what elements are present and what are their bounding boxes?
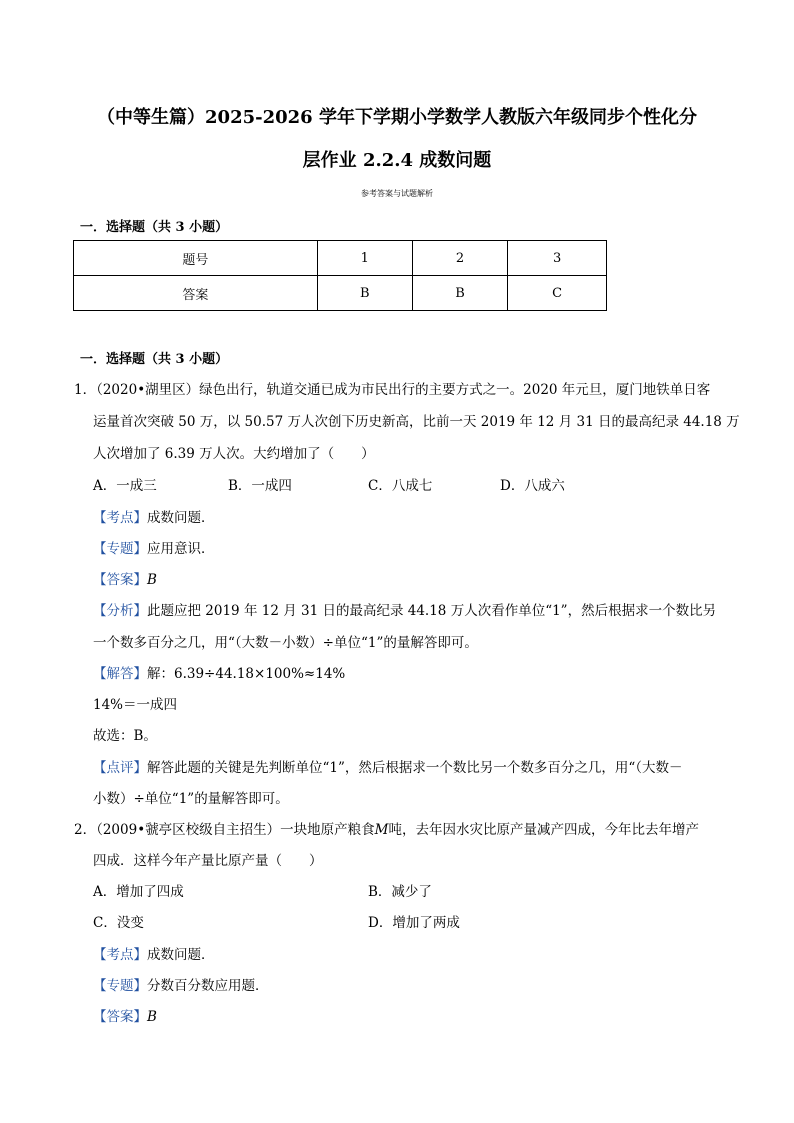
jieda-tag: 【解答】	[93, 666, 147, 682]
q1-stem-line-3: 人次增加了 6.39 万人次。大约增加了（ ）	[93, 446, 375, 462]
q1-stem-line-2: 运量首次突破 50 万，以 50.57 万人次创下历史新高，比前一天 2019 年 12 月 31 日的最高纪录 44.18 万	[93, 414, 740, 430]
table-cell: 题号	[74, 241, 318, 276]
daan-text: B	[147, 572, 157, 588]
fenxi-tag: 【分析】	[93, 603, 147, 619]
q1-fenxi-line-2: 一个数多百分之几，用“（大数－小数）÷单位“1”的量解答即可。	[93, 635, 478, 651]
daan-tag: 【答案】	[93, 572, 147, 588]
q1-dianping-line-1	[93, 756, 683, 776]
table-cell: B	[412, 276, 507, 311]
kaodian-tag: 【考点】	[93, 510, 147, 526]
q1-dianping-line-2: 小数）÷单位“1”的量解答即可。	[93, 791, 289, 807]
table-cell: 1	[317, 241, 412, 276]
detail-section-heading: 一．选择题（共 3 小题）	[80, 352, 229, 367]
answer-section-heading: 一．选择题（共 3 小题）	[80, 220, 229, 235]
q1-stem-line-1: 1．（2020•湖里区）绿色出行，轨道交通已成为市民出行的主要方式之一。2020 年元旦，厦门地铁单日客	[74, 382, 711, 398]
kaodian-text: 成数问题．	[147, 947, 215, 963]
table-cell: 答案	[74, 276, 318, 311]
answer-table	[73, 240, 607, 311]
table-cell: B	[317, 276, 412, 311]
q1-daan	[93, 568, 157, 588]
table-cell: 3	[508, 241, 607, 276]
page-title-line-2: 层作业 2.2.4 成数问题	[302, 150, 492, 171]
q1-jieda-line-3: 故选：B。	[93, 728, 157, 744]
table-cell: C	[508, 276, 607, 311]
daan-text: B	[147, 1009, 157, 1025]
q2-stem-line-1	[74, 818, 699, 838]
table-cell: 2	[412, 241, 507, 276]
jieda-text: 解：6.39÷44.18×100%≈14%	[147, 666, 346, 682]
q1-zhuanti	[93, 537, 215, 557]
table-row	[74, 276, 607, 311]
q1-jieda-line-2: 14%＝一成四	[93, 697, 178, 713]
daan-tag: 【答案】	[93, 1009, 147, 1025]
q1-fenxi-line-1	[93, 599, 716, 619]
q2-option-b: B．减少了	[368, 884, 432, 900]
q1-option-d: D．八成六	[500, 478, 565, 494]
q2-zhuanti	[93, 974, 269, 994]
kaodian-tag: 【考点】	[93, 947, 147, 963]
kaodian-text: 成数问题．	[147, 510, 215, 526]
q2-stem-line-2: 四成．这样今年产量比原产量（ ）	[93, 853, 323, 869]
q1-jieda-line-1	[93, 662, 345, 682]
q2-stem-part-b: 吨，去年因水灾比原产量减产四成，今年比去年增产	[388, 822, 699, 838]
q1-option-c: C．八成七	[368, 478, 433, 494]
zhuanti-text: 应用意识．	[147, 541, 215, 557]
fenxi-text: 此题应把 2019 年 12 月 31 日的最高纪录 44.18 万人次看作单位“1”，然后根据求一个数比另	[147, 603, 717, 619]
dianping-text: 解答此题的关键是先判断单位“1”，然后根据求一个数比另一个数多百分之几，用“（大数－	[147, 760, 683, 776]
zhuanti-text: 分数百分数应用题．	[147, 978, 269, 994]
dianping-tag: 【点评】	[93, 760, 147, 776]
q2-stem-part-a: 2．（2009•虢亭区校级自主招生）一块地原产粮食	[74, 822, 375, 838]
q1-kaodian	[93, 506, 215, 526]
q2-option-c: C．没变	[93, 915, 144, 931]
table-row	[74, 241, 607, 276]
q1-option-b: B．一成四	[228, 478, 292, 494]
q2-stem-variable: M	[374, 822, 389, 838]
zhuanti-tag: 【专题】	[93, 541, 147, 557]
zhuanti-tag: 【专题】	[93, 978, 147, 994]
q2-kaodian	[93, 943, 215, 963]
q2-daan	[93, 1005, 157, 1025]
q2-option-d: D．增加了两成	[368, 915, 460, 931]
page-title-line-1: （中等生篇）2025-2026 学年下学期小学数学人教版六年级同步个性化分	[97, 107, 697, 128]
q1-option-a: A．一成三	[93, 478, 157, 494]
page-subtitle: 参考答案与试题解析	[361, 189, 433, 198]
q2-option-a: A．增加了四成	[93, 884, 184, 900]
